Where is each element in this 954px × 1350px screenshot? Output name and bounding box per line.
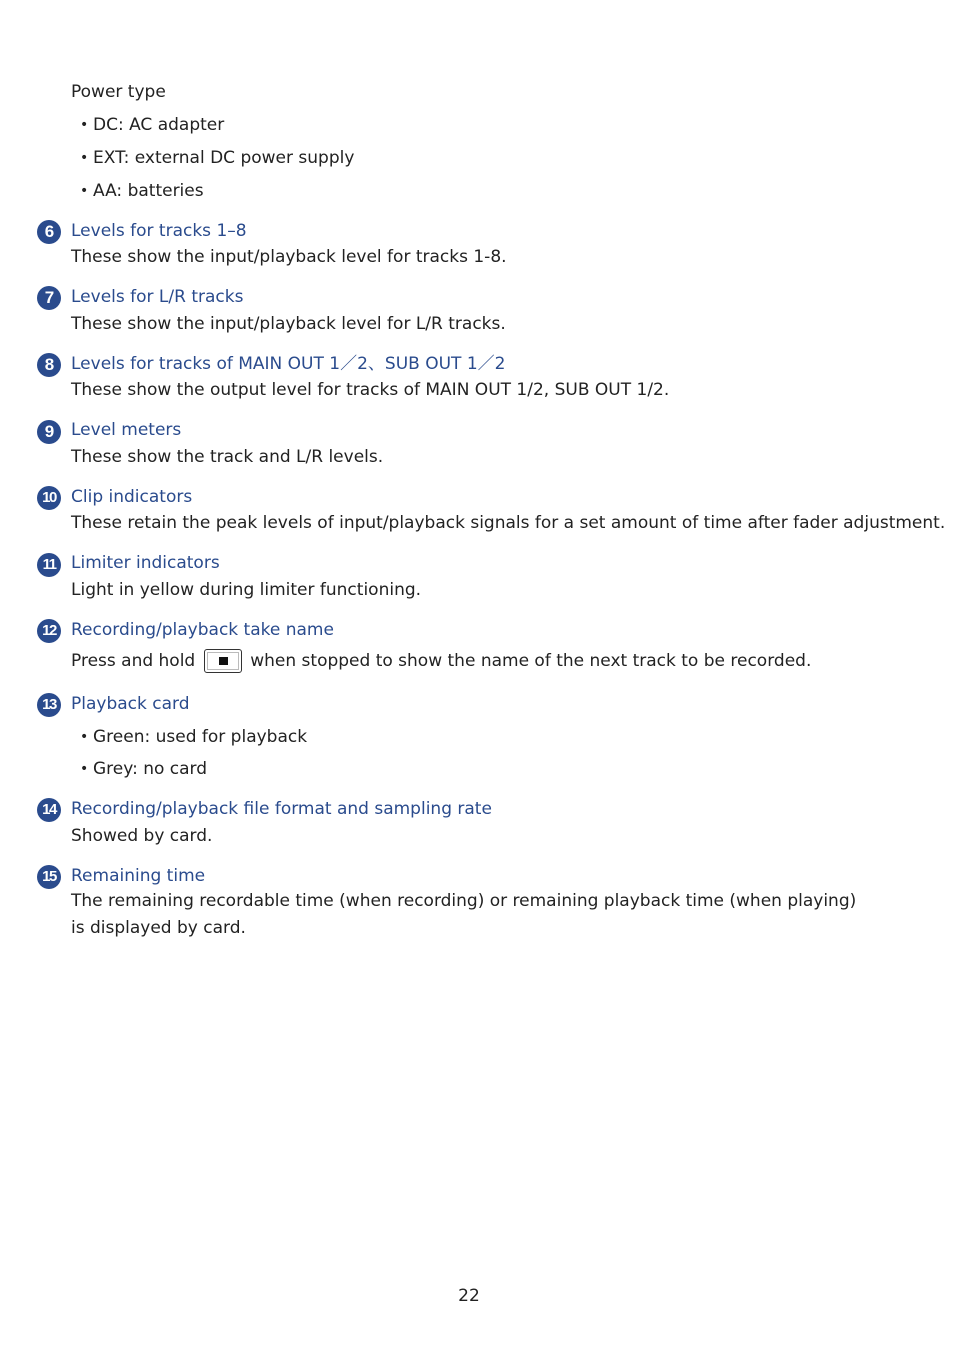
bullet-marker: • [80, 729, 89, 745]
item-number-badge: 15 [37, 865, 61, 889]
item-heading: Levels for tracks of MAIN OUT 1／2、SUB OUT 1／2 [71, 354, 506, 374]
item-heading: Levels for tracks 1–8 [71, 221, 247, 241]
bullet-marker: • [80, 183, 89, 199]
bullet-marker: • [80, 150, 89, 166]
bullet-text: Grey: no card [93, 759, 208, 779]
bullet-text: DC: AC adapter [93, 115, 225, 135]
item-number-badge: 7 [37, 286, 61, 310]
bullet-text: EXT: external DC power supply [93, 148, 355, 168]
bullet-marker: • [80, 117, 89, 133]
bullet-marker: • [80, 761, 89, 777]
description-text-after: when stopped to show the name of the next track to be recorded. [250, 651, 812, 671]
item-description: These retain the peak levels of input/playback signals for a set amount of time after fader adjustment. [71, 513, 946, 533]
item-number-badge: 10 [37, 486, 61, 510]
item-number-badge: 14 [37, 798, 61, 822]
item-heading: Limiter indicators [71, 553, 220, 573]
item-heading: Recording/playback take name [71, 620, 334, 640]
item-heading: Playback card [71, 694, 190, 714]
item-heading: Levels for L/R tracks [71, 287, 244, 307]
item-number-badge: 9 [37, 420, 61, 444]
item-number-badge: 12 [37, 619, 61, 643]
item-number-badge: 6 [37, 220, 61, 244]
stop-button-icon [204, 649, 242, 673]
item-description: Showed by card. [71, 826, 213, 846]
item-heading: Clip indicators [71, 487, 193, 507]
item-number-badge: 8 [37, 353, 61, 377]
item-number-badge: 13 [37, 693, 61, 717]
item-heading: Recording/playback file format and sampling rate [71, 799, 492, 819]
power-type-label: Power type [71, 82, 166, 102]
item-heading: Remaining time [71, 866, 206, 886]
description-text-before: Press and hold [71, 651, 196, 671]
item-description: These show the input/playback level for tracks 1-8. [71, 247, 507, 267]
bullet-text: AA: batteries [93, 181, 204, 201]
item-number-badge: 11 [37, 553, 61, 577]
page-number: 22 [458, 1286, 480, 1306]
item-description: These show the input/playback level for L/R tracks. [71, 314, 506, 334]
bullet-text: Green: used for playback [93, 727, 308, 747]
item-description: The remaining recordable time (when recording) or remaining playback time (when playing) is displayed by card. [71, 891, 857, 938]
item-description [71, 648, 811, 674]
item-description: These show the output level for tracks of MAIN OUT 1/2, SUB OUT 1/2. [71, 380, 670, 400]
item-description: These show the track and L/R levels. [71, 447, 384, 467]
item-description: Light in yellow during limiter functioning. [71, 580, 422, 600]
item-heading: Level meters [71, 420, 182, 440]
